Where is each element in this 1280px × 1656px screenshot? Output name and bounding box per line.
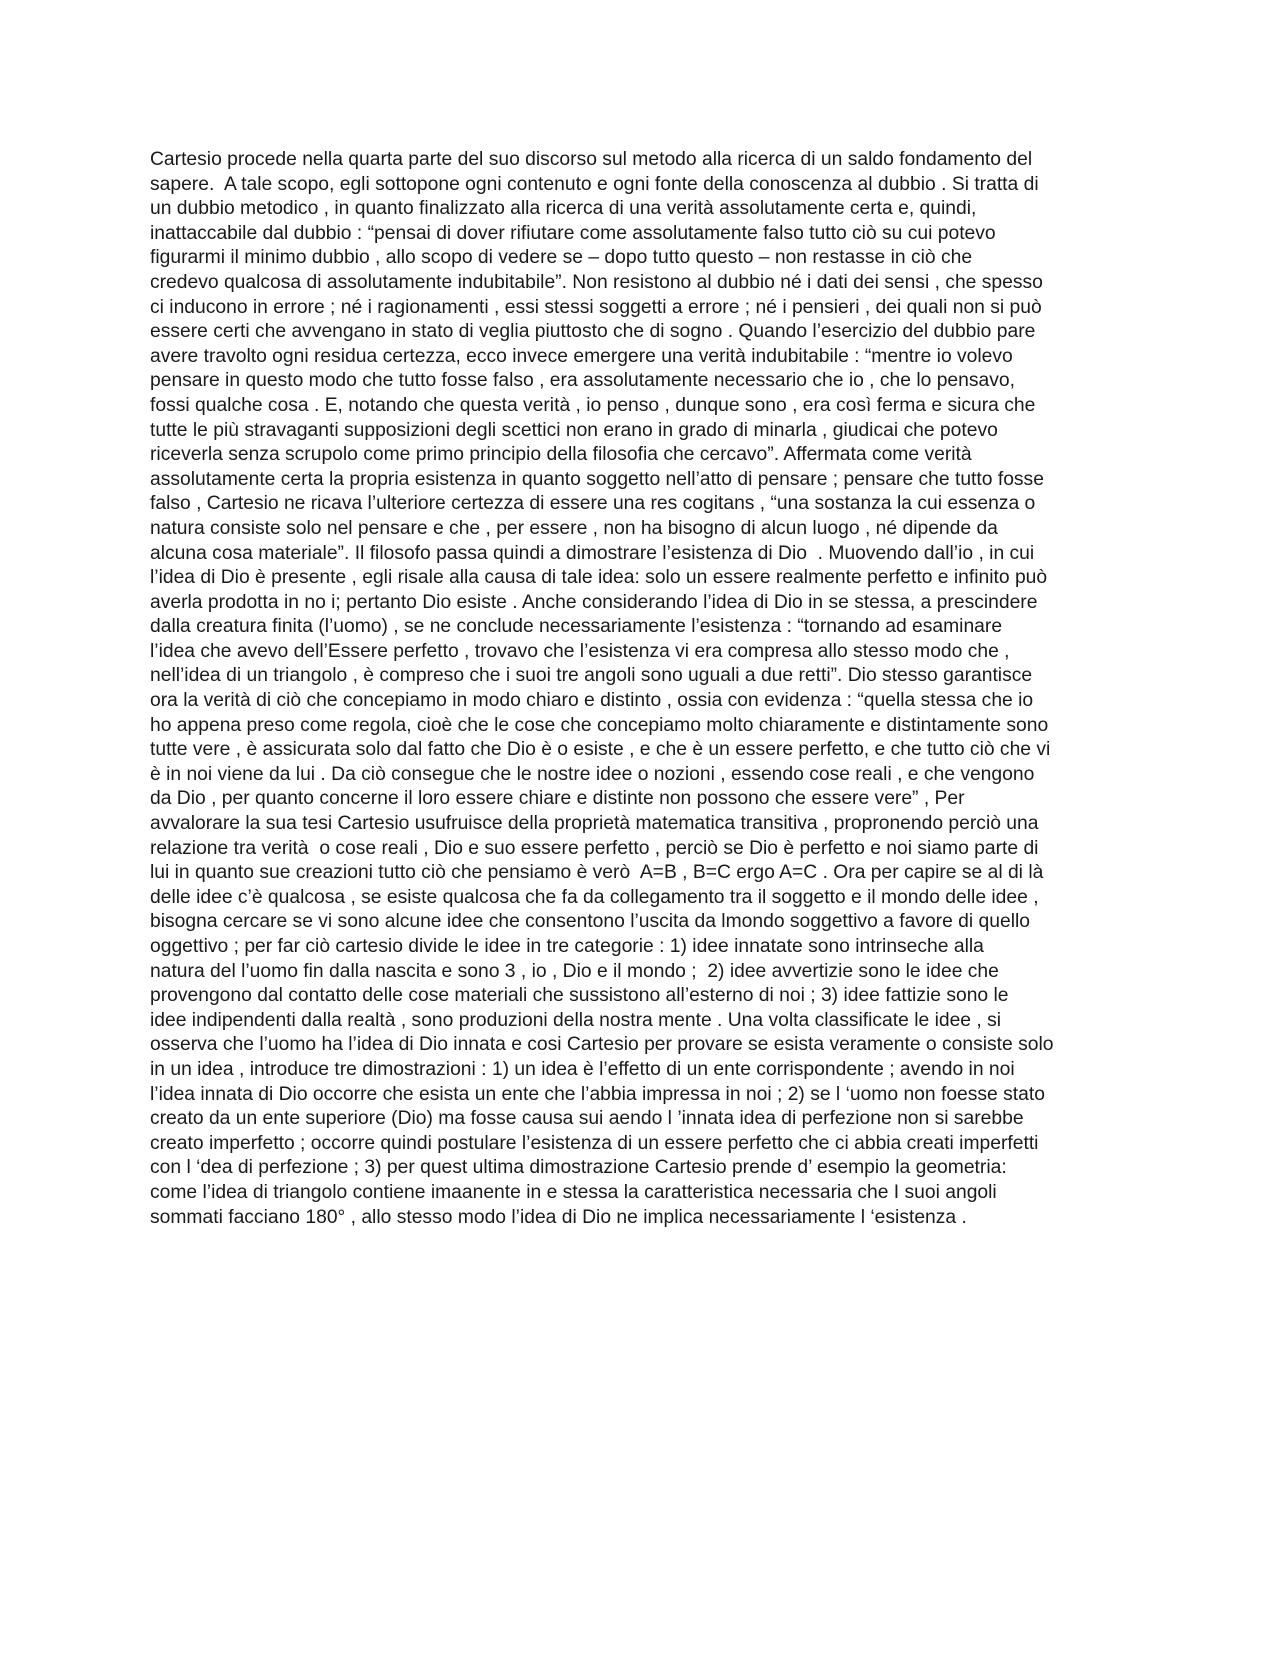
paragraph-line: alcuna cosa materiale”. Il filosofo passa quindi a dimostrare l’esistenza di Dio . Muovendo dall’io , in cui <box>150 542 1035 564</box>
paragraph-line: relazione tra verità o cose reali , Dio e suo essere perfetto , perciò se Dio è perfetto e noi siamo parte di <box>150 837 1039 859</box>
body-paragraph <box>150 148 1140 1230</box>
paragraph-line: natura consiste solo nel pensare e che , per essere , non ha bisogno di alcun luogo , né dipende da <box>150 517 998 539</box>
paragraph-line: credevo qualcosa di assolutamente indubitabile”. Non resistono al dubbio né i dati dei sensi , che spesso <box>150 271 1043 293</box>
paragraph-line: l’idea che avevo dell’Essere perfetto , trovavo che l’esistenza vi era compresa allo stesso modo che , <box>150 640 1010 662</box>
paragraph-line: ci inducono in errore ; né i ragionamenti , essi stessi soggetti a errore ; né i pensieri , dei quali non si può <box>150 296 1042 318</box>
paragraph-line: ho appena preso come regola, cioè che le cose che concepiamo molto chiaramente e distintamente sono <box>150 714 1049 736</box>
paragraph-line: avvalorare la sua tesi Cartesio usufruisce della proprietà matematica transitiva , propronendo perciò una <box>150 813 1039 835</box>
paragraph-line: sapere. A tale scopo, egli sottopone ogni contenuto e ogni fonte della conoscenza al dubbio . Si tratta di <box>150 173 1039 195</box>
paragraph-line: come l’idea di triangolo contiene imaanente in e stessa la caratteristica necessaria che I suoi angoli <box>150 1181 997 1203</box>
paragraph-line: un dubbio metodico , in quanto finalizzato alla ricerca di una verità assolutamente certa e, quindi, <box>150 198 977 220</box>
paragraph-line: lui in quanto sue creazioni tutto ciò che pensiamo è verò A=B , B=C ergo A=C . Ora per capire se al di là <box>150 862 1044 884</box>
paragraph-line: nell’idea di un triangolo , è compreso che i suoi tre angoli sono uguali a due retti”. Dio stesso garantisce <box>150 665 1033 687</box>
paragraph-line: idee indipendenti dalla realtà , sono produzioni della nostra mente . Una volta classificate le idee , si <box>150 1009 1002 1031</box>
paragraph-line: oggettivo ; per far ciò cartesio divide le idee in tre categorie : 1) idee innatate sono intrinseche alla <box>150 936 984 957</box>
paragraph-line: figurarmi il minimo dubbio , allo scopo di vedere se – dopo tutto questo – non restasse in ciò che <box>150 247 973 269</box>
paragraph-line: ora la verità di ciò che concepiamo in modo chiaro e distinto , ossia con evidenza : “quella stessa che io <box>150 690 1034 712</box>
paragraph-line: l’idea di Dio è presente , egli risale alla causa di tale idea: solo un essere realmente perfetto e infinito può <box>150 567 1048 589</box>
paragraph-line: assolutamente certa la propria esistenza in quanto soggetto nell’atto di pensare ; pensare che tutto fosse <box>150 468 1044 490</box>
paragraph-line: avere travolto ogni residua certezza, ecco invece emergere una verità indubitabile : “mentre io volevo <box>150 345 1013 367</box>
paragraph-line: con l ‘dea di perfezione ; 3) per quest ultima dimostrazione Cartesio prende d’ esempio la geometria: <box>150 1157 1007 1179</box>
paragraph-line: in un idea , introduce tre dimostrazioni : 1) un idea è l’effetto di un ente corrispondente ; avendo in noi <box>150 1058 1015 1080</box>
paragraph-line: dalla creatura finita (l’uomo) , se ne conclude necessariamente l’esistenza : “tornando ad esaminare <box>150 616 1003 638</box>
paragraph-line: falso , Cartesio ne ricava l’ulteriore certezza di essere una res cogitans , “una sostanza la cui essenza o <box>150 493 1036 515</box>
paragraph-line: è in noi viene da lui . Da ciò consegue che le nostre idee o nozioni , essendo cose reali , e che vengono <box>150 763 1035 785</box>
paragraph-line: riceverla senza scrupolo come primo principio della filosofia che cercavo”. Affermata come verità <box>150 444 972 466</box>
paragraph-line: inattaccabile dal dubbio : “pensai di dover rifiutare come assolutamente falso tutto ciò su cui potevo <box>150 222 996 244</box>
paragraph-line: Cartesio procede nella quarta parte del suo discorso sul metodo alla ricerca di un saldo fondamento del <box>150 149 1033 170</box>
paragraph-line: pensare in questo modo che tutto fosse falso , era assolutamente necessario che io , che lo pensavo, <box>150 370 1015 392</box>
paragraph-line: bisogna cercare se vi sono alcune idee che consentono l’uscita da lmondo soggettivo a favore di quello <box>150 911 1030 933</box>
paragraph-line: tutte vere , è assicurata solo dal fatto che Dio è o esiste , e che è un essere perfetto, e che tutto ciò che vi <box>150 739 1051 761</box>
paragraph-line: l’idea innata di Dio occorre che esista un ente che l’abbia impressa in noi ; 2) se l ‘uomo non foesse stato <box>150 1083 1045 1105</box>
paragraph-line: creato da un ente superiore (Dio) ma fosse causa sui aendo l ’innata idea di perfezione non si sarebbe <box>150 1108 1024 1130</box>
paragraph-line: creato imperfetto ; occorre quindi postulare l’esistenza di un essere perfetto che ci abbia creati imperfetti <box>150 1132 1039 1154</box>
paragraph-line: natura del l’uomo fin dalla nascita e sono 3 , io , Dio e il mondo ; 2) idee avvertizie sono le idee che <box>150 960 999 982</box>
paragraph-line: sommati facciano 180° , allo stesso modo l’idea di Dio ne implica necessariamente l ‘esistenza . <box>150 1206 967 1228</box>
paragraph-line: tutte le più stravaganti supposizioni degli scettici non erano in grado di minarla , giudicai che potevo <box>150 419 998 441</box>
paragraph-line: osserva che l’uomo ha l’idea di Dio innata e cosi Cartesio per provare se esista veramente o consiste solo <box>150 1034 1054 1056</box>
paragraph-line: delle idee c’è qualcosa , se esiste qualcosa che fa da collegamento tra il soggetto e il mondo delle idee , <box>150 886 1039 908</box>
paragraph-line: provengono dal contatto delle cose materiali che sussistono all’esterno di noi ; 3) idee fattizie sono le <box>150 985 1009 1007</box>
paragraph-line: averla prodotta in no i; pertanto Dio esiste . Anche considerando l’idea di Dio in se stessa, a prescindere <box>150 591 1038 613</box>
paragraph-line: essere certi che avvengano in stato di veglia piuttosto che di sogno . Quando l’esercizio del dubbio pare <box>150 321 1036 343</box>
paragraph-line: fossi qualche cosa . E, notando che questa verità , io penso , dunque sono , era così ferma e sicura che <box>150 394 1036 416</box>
paragraph-line: da Dio , per quanto concerne il loro essere chiare e distinte non possono che essere vere” , Per <box>150 788 965 810</box>
